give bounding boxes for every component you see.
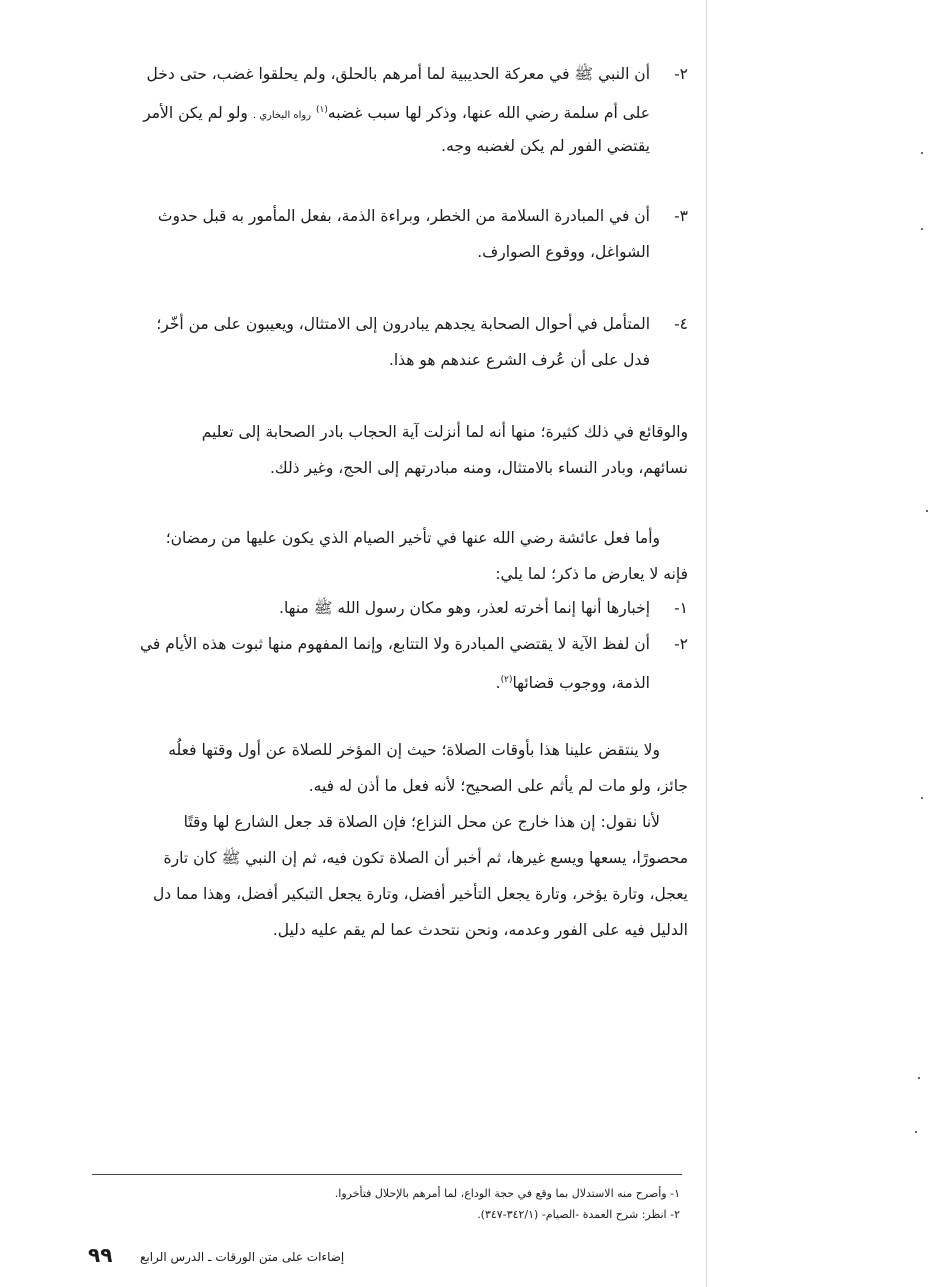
text-segment: ولو لم يكن الأمر <box>143 104 248 123</box>
list-number: ١- <box>674 599 688 617</box>
text-line: فدل على أن عُرف الشرع عندهم هو هذا. <box>388 351 650 369</box>
text-line: محصورًا، يسعها ويسع غيرها، ثم أخبر أن الصلاة تكون فيه، ثم إن النبي ﷺ كان تارة <box>163 849 688 867</box>
page-edge <box>706 0 707 1287</box>
text-line <box>143 100 650 126</box>
list-number: ٢- <box>674 635 688 653</box>
margin-mark <box>921 797 923 799</box>
text-segment: الذمة، ووجوب قضائها <box>512 674 650 693</box>
text-line: وأما فعل عائشة رضي الله عنها في تأخير الصيام الذي يكون عليها من رمضان؛ <box>165 529 660 547</box>
footnote-divider <box>92 1174 682 1175</box>
page-body <box>88 0 688 1287</box>
text-line: ولا ينتقض علينا هذا بأوقات الصلاة؛ حيث إن المؤخر للصلاة عن أول وقتها فعلُه <box>168 741 660 759</box>
text-line <box>496 670 650 693</box>
text-line: المتأمل في أحوال الصحابة يجدهم يبادرون إلى الامتثال، ويعيبون على من أخّر؛ <box>156 315 650 333</box>
text-line: يقتضي الفور لم يكن لغضبه وجه. <box>441 137 650 155</box>
text-line: يعجل، وتارة يؤخر، وتارة يجعل التأخير أفضل، وتارة يجعل التبكير أفضل، وهذا مما دل <box>153 885 688 903</box>
footnote: ٢- انظر: شرح العمدة -الصيام- (٣٤٢/١-٣٤٧). <box>477 1208 680 1221</box>
text-line: أن النبي ﷺ في معركة الحديبية لما أمرهم بالحلق، ولم يحلقوا غضب، حتى دخل <box>146 65 650 83</box>
text-line: إخبارها أنها إنما أخرته لعذر، وهو مكان رسول الله ﷺ منها. <box>279 599 650 617</box>
text-line: الدليل فيه على الفور وعدمه، ونحن نتحدث عما لم يقم عليه دليل. <box>272 921 688 939</box>
text-line: جائز، ولو مات لم يأثم على الصحيح؛ لأنه فعل ما أذن له فيه. <box>308 777 688 795</box>
text-line: الشواغل، ووقوع الصوارف. <box>477 243 650 261</box>
text-line: لأنا نقول: إن هذا خارج عن محل النزاع؛ فإن الصلاة قد جعل الشارع لها وقتًا <box>183 813 660 831</box>
list-number: ٤- <box>674 315 688 333</box>
footnote-ref: (١) <box>316 105 328 115</box>
margin-mark <box>921 152 923 154</box>
list-number: ٢- <box>674 65 688 83</box>
text-line: أن لفظ الآية لا يقتضي المبادرة ولا التتابع، وإنما المفهوم منها ثبوت هذه الأيام في <box>140 635 650 653</box>
margin-mark <box>926 510 928 512</box>
text-segment: على أم سلمة رضي الله عنها، وذكر لها سبب غضبه <box>327 104 650 123</box>
text-line: والوقائع في ذلك كثيرة؛ منها أنه لما أنزلت آية الحجاب بادر الصحابة إلى تعليم <box>201 423 688 441</box>
citation: رواه البخاري . <box>252 110 312 122</box>
margin-mark <box>915 1131 917 1133</box>
running-title: إضاءات على متن الورقات ـ الدرس الرابع <box>140 1250 345 1264</box>
footnote-ref: (٢) <box>500 675 513 685</box>
text-line: نسائهم، وبادر النساء بالامتثال، ومنه مبادرتهم إلى الحج، وغير ذلك. <box>269 459 688 477</box>
text-segment: . <box>495 674 501 693</box>
page-number: ٩٩ <box>88 1243 113 1267</box>
text-line: فإنه لا يعارض ما ذكر؛ لما يلي: <box>495 565 688 583</box>
text-line: أن في المبادرة السلامة من الخطر، وبراءة الذمة، بفعل المأمور به قبل حدوث <box>157 207 650 225</box>
margin-mark <box>918 1077 920 1079</box>
margin-mark <box>921 228 923 230</box>
list-number: ٣- <box>674 207 688 225</box>
footnote: ١- وأصرح منه الاستدلال بما وقع في حجة الوداع، لما أمرهم بالإحلال فتأخروا. <box>334 1187 680 1200</box>
